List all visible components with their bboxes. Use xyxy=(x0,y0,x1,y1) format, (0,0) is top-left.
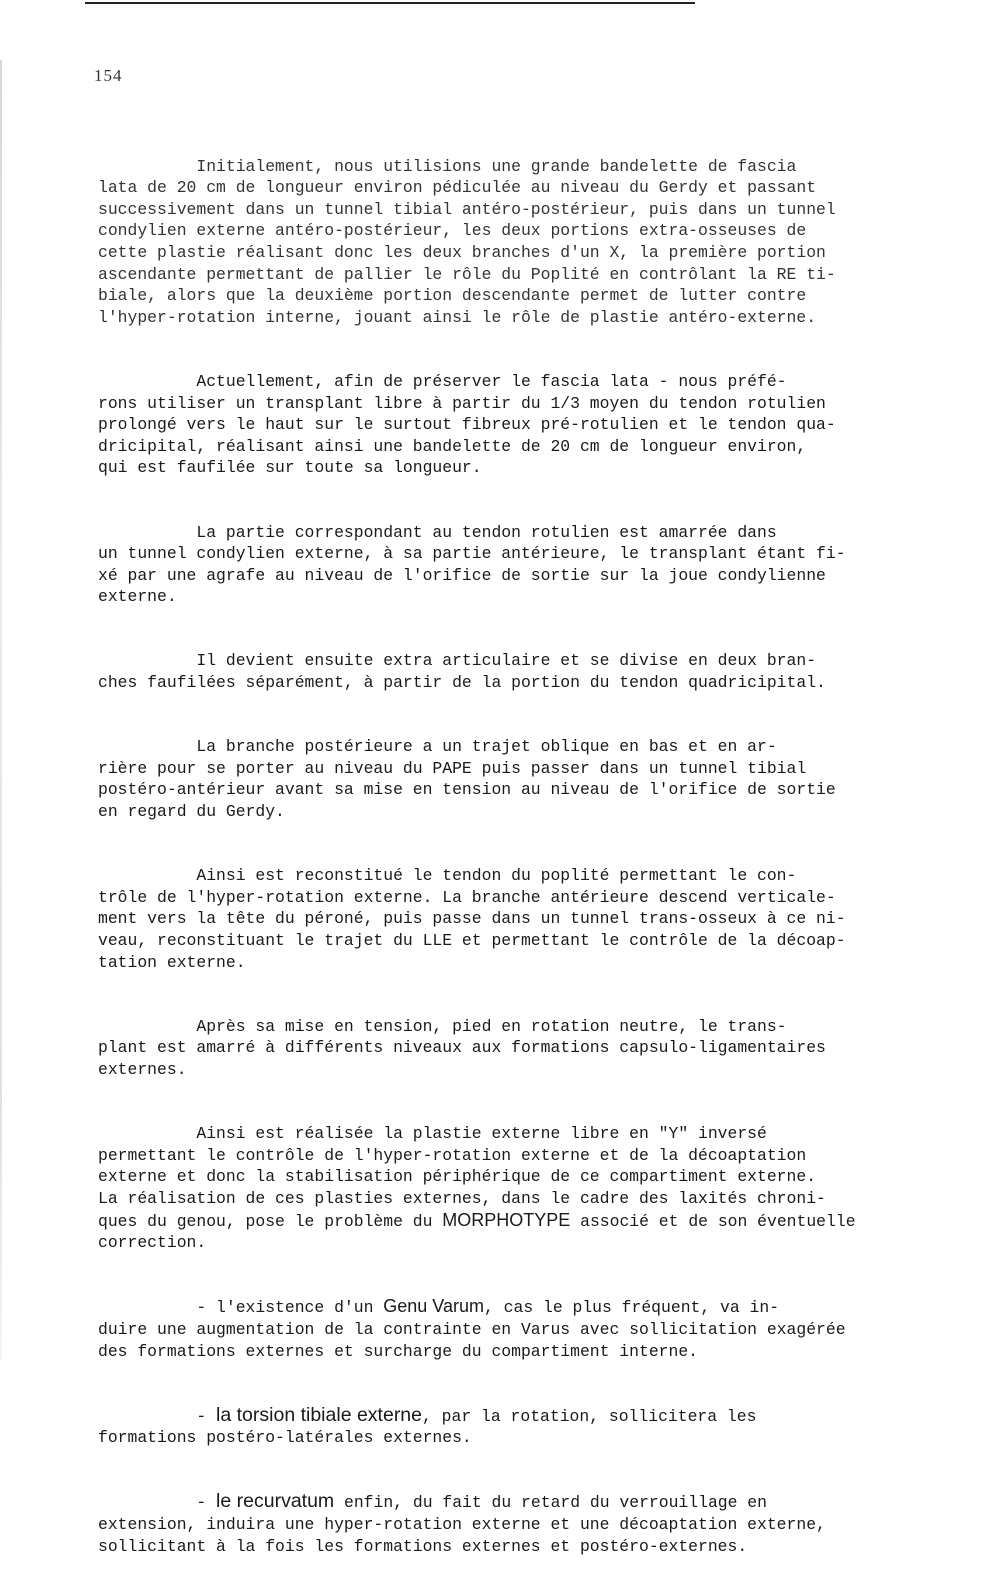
scan-edge xyxy=(0,60,2,1360)
text-line: lata de 20 cm de longueur environ pédiculée au niveau du Gerdy et passant xyxy=(98,178,817,198)
text-line: trôle de l'hyper-rotation externe. La branche antérieure descend verticale- xyxy=(98,887,836,907)
text-line: La réalisation de ces plasties externes, dans le cadre des laxités chroni- xyxy=(98,1188,826,1208)
text-line: rons utiliser un transplant libre à partir du 1/3 moyen du tendon rotulien xyxy=(98,393,826,413)
text-line: prolongé vers le haut sur le surtout fibreux pré-rotulien et le tendon qua- xyxy=(98,415,836,435)
genu-varum-term: Genu Varum xyxy=(383,1296,484,1317)
text-fragment: associé et de son éventuelle xyxy=(570,1211,856,1231)
text-line: Il devient ensuite extra articulaire et se divise en deux bran- xyxy=(98,651,817,671)
recurvatum-term: le recurvatum xyxy=(216,1490,335,1513)
paragraph-torsion-tibiale xyxy=(98,1383,928,1449)
paragraph-partie-correspondant xyxy=(98,500,928,608)
paragraph-genu-varum xyxy=(98,1275,928,1362)
text-line: tation externe. xyxy=(98,952,246,972)
text-line: ascendante permettant de pallier le rôle du Poplité en contrôlant la RE ti- xyxy=(98,264,836,284)
text-line: duire une augmentation de la contrainte en Varus avec sollicitation exagérée xyxy=(98,1319,846,1339)
text-line: Ainsi est reconstitué le tendon du poplité permettant le con- xyxy=(98,866,797,886)
text-line: en regard du Gerdy. xyxy=(98,802,285,822)
text-line xyxy=(98,1296,928,1319)
body-text xyxy=(98,134,928,1578)
paragraph-branche-posterieure xyxy=(98,715,928,823)
text-line: dricipital, réalisant ainsi une bandelette de 20 cm de longueur environ, xyxy=(98,436,807,456)
text-line: plant est amarré à différents niveaux aux formations capsulo-ligamentaires xyxy=(98,1038,826,1058)
text-line xyxy=(98,1491,928,1514)
text-line: Initialement, nous utilisions une grande bandelette de fascia xyxy=(98,156,797,176)
text-line: sollicitant à la fois les formations externes et postéro-externes. xyxy=(98,1536,748,1556)
text-line: externes. xyxy=(98,1059,187,1079)
torsion-tibiale-term: la torsion tibiale externe xyxy=(216,1403,422,1426)
text-line: biale, alors que la deuxième portion descendante permet de lutter contre xyxy=(98,286,807,306)
text-fragment: enfin, du fait du retard du verrouillage en xyxy=(334,1493,767,1513)
text-line: ches faufilées séparément, à partir de la portion du tendon quadricipital. xyxy=(98,673,826,693)
text-line: xé par une agrafe au niveau de l'orifice de sortie sur la joue condylienne xyxy=(98,565,826,585)
top-rule xyxy=(85,2,695,4)
text-fragment: - xyxy=(98,1406,217,1426)
paragraph-recurvatum xyxy=(98,1470,928,1557)
text-fragment: - l'existence d'un xyxy=(98,1298,384,1318)
text-line: correction. xyxy=(98,1233,207,1253)
text-line xyxy=(98,1210,928,1233)
text-fragment: - xyxy=(98,1493,217,1513)
text-line: La partie correspondant au tendon rotulien est amarrée dans xyxy=(98,522,777,542)
paragraph-initialement xyxy=(98,134,928,328)
paragraph-plastie-y xyxy=(98,1102,928,1254)
text-line: permettant le contrôle de l'hyper-rotation externe et de la décoaptation xyxy=(98,1145,807,1165)
text-line: postéro-antérieur avant sa mise en tension au niveau de l'orifice de sortie xyxy=(98,780,836,800)
paragraph-mise-en-tension xyxy=(98,994,928,1080)
text-line: externe. xyxy=(98,587,177,607)
text-fragment: , par la rotation, sollicitera les xyxy=(422,1406,757,1426)
paragraph-actuellement xyxy=(98,349,928,479)
paragraph-extra-articulaire xyxy=(98,629,928,694)
page-number: 154 xyxy=(94,66,123,85)
text-line: qui est faufilée sur toute sa longueur. xyxy=(98,458,482,478)
text-line: successivement dans un tunnel tibial antéro-postérieur, puis dans un tunnel xyxy=(98,199,836,219)
text-line: rière pour se porter au niveau du PAPE puis passer dans un tunnel tibial xyxy=(98,758,807,778)
text-line: des formations externes et surcharge du compartiment interne. xyxy=(98,1341,698,1361)
text-line: Après sa mise en tension, pied en rotation neutre, le trans- xyxy=(98,1016,787,1036)
paragraph-poplite xyxy=(98,844,928,974)
text-line: l'hyper-rotation interne, jouant ainsi le rôle de plastie antéro-externe. xyxy=(98,307,817,327)
text-line xyxy=(98,1405,928,1428)
text-line: veau, reconstituant le trajet du LLE et permettant le contrôle de la décoap- xyxy=(98,931,846,950)
text-line: un tunnel condylien externe, à sa partie antérieure, le transplant étant fi- xyxy=(98,544,846,564)
text-line: condylien externe antéro-postérieur, les deux portions extra-osseuses de xyxy=(98,221,807,241)
text-line: Ainsi est réalisée la plastie externe libre en "Y" inversé xyxy=(98,1124,767,1144)
text-line: La branche postérieure a un trajet oblique en bas et en ar- xyxy=(98,737,777,757)
text-fragment: , cas le plus fréquent, va in- xyxy=(483,1298,780,1318)
text-line: cette plastie réalisant donc les deux branches d'un X, la première portion xyxy=(98,242,826,262)
text-line: ment vers la tête du péroné, puis passe dans un tunnel trans-osseux à ce ni- xyxy=(98,909,846,929)
text-line: formations postéro-latérales externes. xyxy=(98,1428,472,1448)
text-line: extension, induira une hyper-rotation externe et une décoaptation externe, xyxy=(98,1515,826,1535)
text-line: externe et donc la stabilisation périphérique de ce compartiment externe. xyxy=(98,1167,817,1187)
morphotype-term: MORPHOTYPE xyxy=(442,1209,571,1230)
text-line: Actuellement, afin de préserver le fascia lata - nous préfé- xyxy=(98,371,787,391)
text-fragment: ques du genou, pose le problème du xyxy=(98,1211,443,1231)
